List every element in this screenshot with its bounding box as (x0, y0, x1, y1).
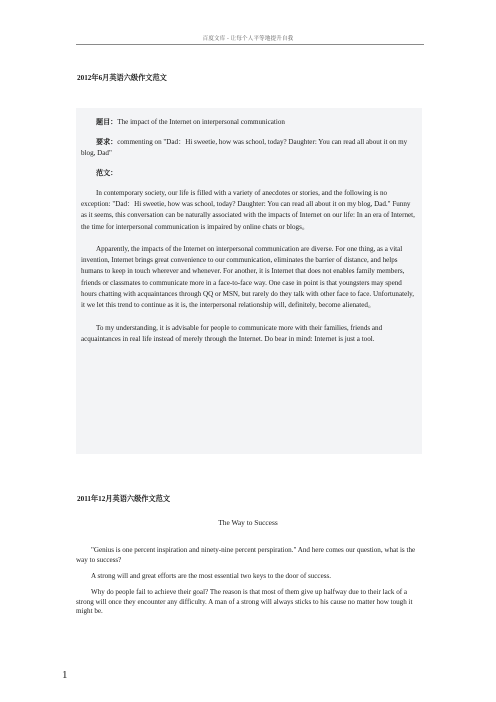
requirement-line (81, 137, 418, 160)
section-heading-2011: 2011年12月英语六级作文范文 (77, 495, 171, 503)
essay-paragraph: In contemporary society, our life is filled with a variety of anecdotes or stories, and the following is no exception: "Dad：Hi sweetie, how was school, today? Daughter: You can read all about it on my blog, Dad." Funny as it seems, this conversation can be naturally associated with the impacts of Internet on our life: In an era of Internet, the time for interpersonal communication is impaired by online chats or blogs。 (81, 188, 415, 231)
essay-body-2011 (76, 546, 424, 623)
essay-paragraph: Apparently, the impacts of the Internet on interpersonal communication are diverse. For one thing, as a vital invention, Internet brings great convenience to our communication, eliminates the barrier of distance, and helps humans to keep in touch wherever and whenever. For another, it is Internet that does not enables family members, friends or classmates to communicate more in a face-to-face way. One case in point is that youngsters may spend hours chatting with acquaintances through QQ or MSN, but rarely do they talk with other face to face. Unfortunately, it we let this trend to continue as it is, the interpersonal relationship will, definitely, become alienated。 (81, 244, 415, 310)
essay-label-line (81, 168, 418, 179)
topic-line (81, 117, 418, 128)
essay-label: 范文： (96, 168, 118, 177)
requirement-text: commenting on "Dad：Hi sweetie, how was school, today? Daughter: You can read all about it on my blog, Dad" (81, 137, 408, 158)
topic-label: 题目： (96, 118, 118, 126)
essay-paragraph: A strong will and great efforts are the most essential two keys to the door of success. (91, 571, 332, 580)
essay-box (76, 108, 422, 454)
essay-title: The Way to Success (218, 518, 278, 527)
topic-text: The impact of the Internet on interpersonal communication (117, 118, 285, 126)
page-header: 百度文库 - 让每个人平等地提升自我 (202, 36, 294, 42)
page-number: 1 (62, 669, 68, 681)
requirement-label: 要求： (96, 137, 118, 146)
section-heading-2012: 2012年6月英语六级作文范文 (77, 74, 167, 82)
header-rule (76, 44, 424, 45)
essay-paragraph: Why do people fail to achieve their goal? The reason is that most of them give up halfway due to their lack of a strong will once they encounter any difficulty. A man of a strong will always sticks to his cause no matter how tough it might be. (76, 587, 413, 616)
essay-paragraph: To my understanding, it is advisable for people to communicate more with their families, friends and acquaintances in real life instead of merely through the Internet. Do bear in mind: Internet is just a tool. (81, 323, 383, 343)
essay-paragraph: "Genius is one percent inspiration and ninety-nine percent perspiration." And here comes our question, what is the way to success? (76, 546, 416, 564)
